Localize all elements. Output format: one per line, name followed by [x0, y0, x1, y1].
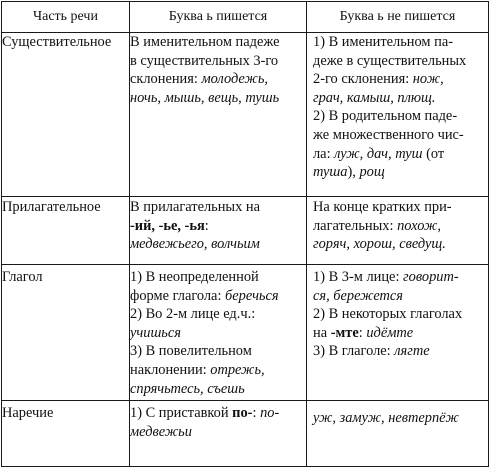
example-words: грач, камыш, плющ.: [313, 89, 436, 106]
text-line: [130, 287, 306, 306]
example-words: говорит-: [403, 269, 459, 285]
rule-text: :: [252, 405, 261, 421]
noun-not-written-cell: [307, 33, 489, 197]
text-line: 2) Во 2-м лице ед.ч.:: [130, 306, 256, 323]
text-line: [130, 361, 306, 380]
rule-text: склонения:: [130, 71, 202, 88]
rule-text: 1) С приставкой: [130, 405, 233, 421]
suffix-bold: -ий, -ье, -ья: [130, 217, 205, 234]
text-line: 2) В некоторых глаголах: [313, 306, 463, 323]
example-words: молодежь,: [201, 71, 268, 88]
text-line: 1) В неопределенной: [130, 269, 259, 285]
suffix-bold: -мте: [330, 324, 359, 341]
text-line: [130, 217, 306, 236]
text-line: [313, 268, 488, 287]
text-line: [313, 145, 488, 164]
adverb-written-cell: [130, 401, 307, 467]
text-line: [313, 324, 488, 343]
rule-text: наклонении:: [130, 361, 211, 378]
rule-text: ла:: [313, 145, 335, 162]
example-words: туша: [313, 164, 348, 181]
rule-text: 1) В 3-м лице:: [313, 269, 404, 285]
text-line: На конце кратких при-: [313, 199, 452, 215]
text-line: В именительном падеже: [130, 34, 280, 50]
example-words: уж, замуж, невтерпёж: [313, 410, 459, 426]
rule-text: (от: [422, 145, 445, 162]
example-words: отрежь,: [210, 361, 265, 378]
spelling-rules-table: [1, 1, 489, 467]
rule-text: 2-го склонения:: [313, 71, 413, 88]
part-of-speech-adjective: Прилагательное: [2, 197, 130, 265]
table-row: [2, 197, 489, 265]
text-line: в существительных 3-го: [130, 52, 279, 69]
rule-text: :: [204, 217, 209, 234]
text-line: [313, 163, 488, 182]
header-part-of-speech: Часть речи: [2, 2, 130, 33]
example-words: горяч, хорош, сведущ.: [313, 236, 446, 253]
example-words: медвежьи: [130, 423, 192, 440]
example-words: рощ: [359, 164, 385, 181]
rule-text: на: [313, 324, 331, 341]
text-line: 1) В именительном па-: [313, 34, 454, 50]
table-row: [2, 401, 489, 467]
text-line: В прилагательных на: [130, 199, 260, 215]
example-words: похож,: [397, 217, 442, 234]
text-line: [130, 70, 306, 89]
rule-text: 3) В глаголе:: [313, 343, 395, 360]
header-soft-sign-written: Буква ь пишется: [130, 2, 307, 33]
example-words: ночь, мышь, вещь, тушь: [130, 89, 280, 106]
prefix-bold: по-: [232, 405, 253, 421]
rule-text: ),: [347, 164, 360, 181]
example-words: луж, дач, туш: [334, 145, 423, 162]
adjective-not-written-cell: [307, 197, 489, 265]
table-header-row: [2, 2, 489, 33]
table-row: [2, 33, 489, 197]
text-line: деже в существительных: [313, 52, 467, 69]
header-soft-sign-not-written: Буква ь не пишется: [307, 2, 489, 33]
noun-written-cell: [130, 33, 307, 197]
example-words: спрячьтесь, съешь: [130, 380, 245, 397]
part-of-speech-verb: Глагол: [2, 265, 130, 401]
verb-not-written-cell: [307, 265, 489, 401]
text-line: 2) В родительном паде-: [313, 108, 458, 125]
text-line: [313, 70, 488, 89]
example-words: беречься: [225, 287, 279, 304]
text-line: [313, 217, 488, 236]
rule-text: лагательных:: [313, 217, 398, 234]
adjective-written-cell: [130, 197, 307, 265]
text-line: [130, 404, 306, 423]
adverb-not-written-cell: [307, 401, 489, 467]
part-of-speech-adverb: Наречие: [2, 401, 130, 467]
table-row: [2, 265, 489, 401]
text-line: [313, 342, 488, 361]
example-words: ся, бережется: [313, 287, 403, 304]
example-words: идёмте: [366, 324, 414, 341]
example-words: медвежьего, волчьим: [130, 236, 260, 253]
example-words: нож,: [412, 71, 444, 88]
part-of-speech-noun: Существительное: [2, 33, 130, 197]
rule-text: :: [358, 324, 367, 341]
example-words: по-: [260, 405, 280, 421]
text-line: же множественного чис-: [313, 126, 464, 143]
example-words: лягте: [394, 343, 430, 360]
text-line: 3) В повелительном: [130, 343, 252, 360]
example-words: учишься: [130, 324, 181, 341]
verb-written-cell: [130, 265, 307, 401]
rule-text: форме глагола:: [130, 287, 226, 304]
